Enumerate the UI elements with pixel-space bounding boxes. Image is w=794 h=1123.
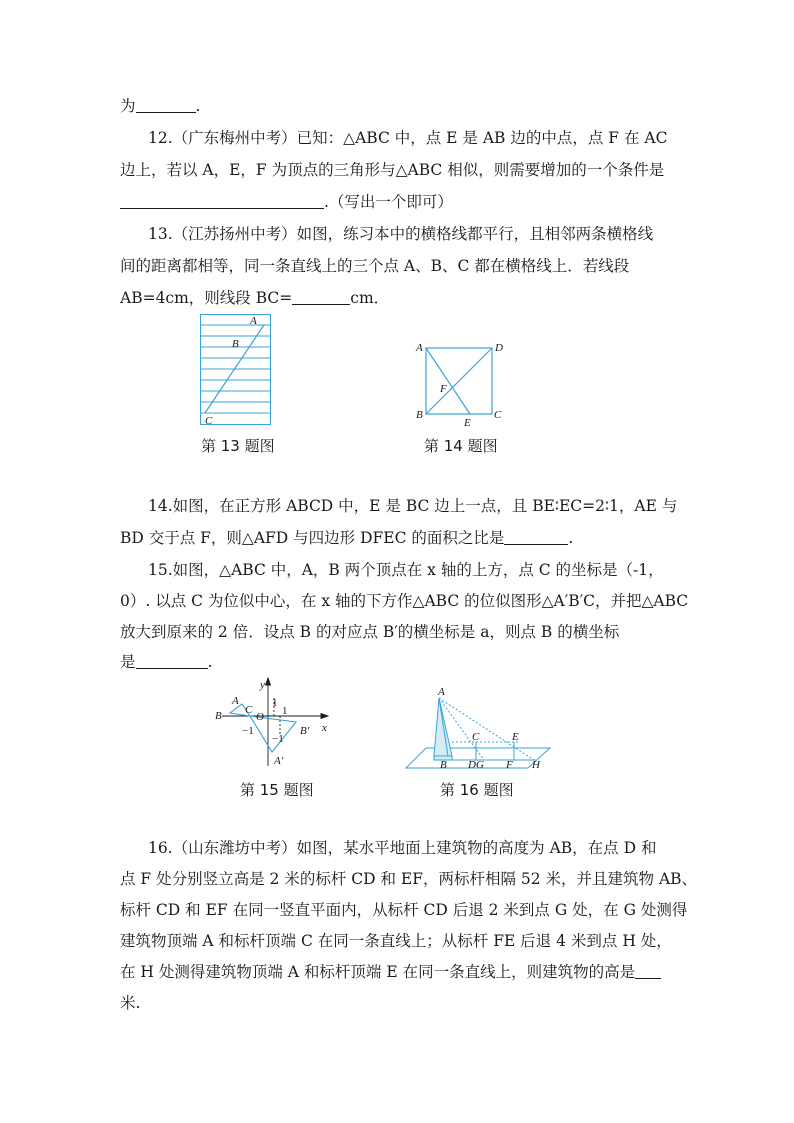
q16-line-3: 标杆 CD 和 EF 在同一竖直平面内，从标杆 CD 后退 2 米到点 G 处，在 G 处测得 xyxy=(120,901,688,919)
svg-text:B: B xyxy=(215,710,222,722)
svg-text:O: O xyxy=(256,711,264,723)
svg-text:1: 1 xyxy=(282,705,288,717)
q15-line-4: 是 . xyxy=(120,653,213,671)
q14-line-2: BD 交于点 F，则△AFD 与四边形 DFEC 的面积之比是 . xyxy=(120,529,574,547)
q15-line-1: 15.如图，△ABC 中，A，B 两个顶点在 x 轴的上方，点 C 的坐标是（-1， xyxy=(148,561,664,579)
q15-line-3: 放大到原来的 2 倍．设点 B 的对应点 B′的横坐标是 a，则点 B 的横坐标 xyxy=(120,623,620,641)
caption-16: 第 16 题图 xyxy=(440,781,514,799)
q13-line-3: AB=4cm，则线段 BC= cm． xyxy=(120,289,390,307)
q13-line-2: 间的距离都相等，同一条直线上的三个点 A、B、C 都在横格线上．若线段 xyxy=(120,257,630,275)
svg-text:G: G xyxy=(476,759,484,771)
diagonal-bd xyxy=(426,348,492,414)
q11-prefix: 为 xyxy=(120,97,136,115)
q12-line-1: 12.（广东梅州中考）已知：△ABC 中，点 E 是 AB 边的中点，点 F 在 AC xyxy=(148,129,668,147)
svg-text:A: A xyxy=(416,342,423,354)
figure-14 xyxy=(414,338,510,430)
q11-line: 为 . xyxy=(120,97,201,115)
q14-answer-blank[interactable] xyxy=(504,530,568,545)
svg-text:1: 1 xyxy=(272,697,278,709)
q12-line-3: .（写出一个即可） xyxy=(120,192,453,212)
x-axis-arrow xyxy=(321,714,328,719)
label-b: B xyxy=(232,338,239,350)
label-a: A xyxy=(250,315,257,327)
q16-answer-blank[interactable] xyxy=(635,964,661,979)
q15-line-2: 0）. 以点 C 为位似中心，在 x 轴的下方作△ABC 的位似图形△A′B′C，并把△ABC xyxy=(120,592,689,610)
svg-text:A′: A′ xyxy=(274,755,284,767)
svg-text:H: H xyxy=(532,759,540,771)
q12-answer-blank[interactable] xyxy=(120,194,324,209)
svg-text:C: C xyxy=(472,731,480,743)
q12-line-2: 边上，若以 A，E，F 为顶点的三角形与△ABC 相似，则需要增加的一个条件是 xyxy=(120,161,665,179)
figure-15 xyxy=(212,676,336,768)
q15-answer-blank[interactable] xyxy=(136,654,208,669)
svg-text:F: F xyxy=(506,759,513,771)
caption-15: 第 15 题图 xyxy=(240,781,314,799)
svg-text:C: C xyxy=(245,704,253,716)
svg-text:D: D xyxy=(495,342,503,354)
svg-text:−1: −1 xyxy=(242,725,254,737)
segment-ae xyxy=(426,348,470,414)
svg-text:B′: B′ xyxy=(300,725,310,737)
q16-line-5: 在 H 处测得建筑物顶端 A 和标杆顶端 E 在同一条直线上，则建筑物的高是 xyxy=(120,962,661,982)
svg-text:F: F xyxy=(440,383,447,395)
q14-line-1: 14.如图，在正方形 ABCD 中，E 是 BC 边上一点，且 BE∶EC=2∶1，AE 与 xyxy=(148,497,678,515)
y-axis-arrow xyxy=(266,678,271,685)
svg-text:A: A xyxy=(438,686,445,698)
label-c: C xyxy=(205,415,213,427)
q16-line-1: 16.（山东潍坊中考）如图，某水平地面上建筑物的高度为 AB，在点 D 和 xyxy=(148,839,657,857)
q13-answer-blank[interactable] xyxy=(292,290,350,305)
q16-line-4: 建筑物顶端 A 和标杆顶端 C 在同一条直线上；从标杆 FE 后退 4 米到点 H 处， xyxy=(120,932,672,950)
svg-text:D: D xyxy=(468,759,476,771)
caption-14: 第 14 题图 xyxy=(424,437,498,455)
svg-text:y: y xyxy=(260,679,265,691)
sightline-ahe xyxy=(439,698,534,760)
figure-16 xyxy=(404,686,554,774)
q16-line-2: 点 F 处分别竖立高是 2 米的标杆 CD 和 EF，两标杆相隔 52 米，并且建筑物 AB、 xyxy=(120,870,698,888)
svg-text:E: E xyxy=(464,417,471,429)
q16-line-6: 米. xyxy=(120,994,141,1012)
svg-text:B: B xyxy=(440,759,447,771)
figure-13 xyxy=(200,314,272,426)
svg-text:C: C xyxy=(494,409,502,421)
svg-text:x: x xyxy=(322,722,327,734)
svg-text:E: E xyxy=(512,731,519,743)
svg-text:−1: −1 xyxy=(272,733,284,745)
q11-answer-blank[interactable] xyxy=(136,98,196,113)
caption-13: 第 13 题图 xyxy=(201,437,275,455)
svg-text:B: B xyxy=(416,409,423,421)
q13-line-1: 13.（江苏扬州中考）如图，练习本中的横格线都平行，且相邻两条横格线 xyxy=(148,225,654,243)
svg-text:A: A xyxy=(232,695,239,707)
